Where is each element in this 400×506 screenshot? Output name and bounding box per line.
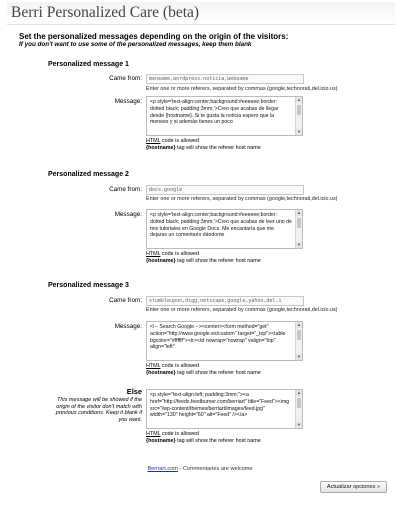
textarea-scrollbar[interactable]: [295, 97, 302, 135]
section-title-3: Personalized message 3: [48, 282, 129, 289]
came-from-input-3[interactable]: stumbleupon,digg,netscape,google,yahoo,del.i: [146, 296, 304, 306]
scroll-up-arrow-icon[interactable]: ▲: [297, 390, 301, 395]
section-title-1: Personalized message 1: [48, 61, 129, 68]
came-from-label-1: Came from:: [109, 75, 142, 82]
html-abbr: HTML: [146, 251, 161, 257]
scroll-down-arrow-icon[interactable]: ▼: [297, 129, 301, 134]
message-textarea-1-content: <p style='text-align:center;background:#eeeeee;border: dotted black; padding:3mm;'>Creo que acabas de llegar desde {hostname}. Si te gusta la noticia espero que la menees y si además tienes un poco: [150, 99, 281, 126]
scroll-up-arrow-icon[interactable]: ▲: [297, 210, 301, 215]
hostname-tag: {hostname}: [146, 370, 176, 376]
came-from-label-3: Came from:: [109, 297, 142, 304]
html-allowed-text: code is allowed: [160, 363, 199, 369]
scroll-up-arrow-icon[interactable]: ▲: [297, 322, 301, 327]
hostname-tag: {hostname}: [146, 258, 176, 264]
else-message-textarea[interactable]: [146, 389, 303, 429]
hostname-note-text: tag will show the referer host name: [175, 258, 261, 264]
scroll-thumb[interactable]: [297, 218, 301, 228]
scroll-down-arrow-icon[interactable]: ▼: [297, 422, 301, 427]
hostname-note-else: [146, 438, 261, 445]
textarea-scrollbar[interactable]: [295, 210, 302, 248]
html-abbr: HTML: [146, 363, 161, 369]
scroll-thumb[interactable]: [297, 330, 301, 340]
html-allowed-note-1: [146, 138, 199, 145]
else-help-text: This message will be showed if the origin of the visitor don't match with previous conditions. Keep it blank if you want.: [55, 397, 142, 423]
message-textarea-3-content: <!-- Search Google --><center><form method="get" action="http://www.google.es/custom" target="_top"><table bgcolor="#ffffff"><tr><td nowrap="nowrap" valign="top" align="left": [150, 324, 287, 351]
html-abbr: HTML: [146, 431, 161, 437]
footer: [0, 466, 400, 472]
scroll-down-arrow-icon[interactable]: ▼: [297, 354, 301, 359]
html-abbr: HTML: [146, 138, 161, 144]
message-textarea-2-content: <p style='text-align:center;background:#eeeeee;border: dotted black; padding:3mm;'>Creo que acabas de leer uno de mis tutoriales en Google Docs. Me encantaría que me dejaras un comentario dándome: [150, 212, 294, 239]
html-allowed-note-3: [146, 363, 199, 370]
footer-text: - Commentaries are welcome: [177, 466, 253, 472]
scroll-up-arrow-icon[interactable]: ▲: [297, 97, 301, 102]
section-title-2: Personalized message 2: [48, 171, 129, 178]
hostname-note-text: tag will show the referer host name: [175, 438, 261, 444]
message-label-2: Message:: [114, 211, 142, 218]
else-title: Else: [126, 387, 142, 396]
html-allowed-text: code is allowed: [160, 251, 199, 257]
referers-hint-2: Enter one or more referers, separated by commas (google,technorati,del.icio.us): [146, 196, 338, 202]
message-textarea-2[interactable]: [146, 209, 303, 249]
came-from-label-2: Came from:: [109, 186, 142, 193]
message-label-3: Message:: [114, 323, 142, 330]
html-allowed-text: code is allowed: [160, 138, 199, 144]
message-textarea-1[interactable]: [146, 96, 303, 136]
textarea-scrollbar[interactable]: [295, 322, 302, 360]
html-allowed-text: code is allowed: [160, 431, 199, 437]
html-allowed-note-2: [146, 251, 199, 258]
referers-hint-1: Enter one or more referers, separated by commas (google,technorati,del.icio.us): [146, 86, 338, 92]
came-from-input-1[interactable]: meneame,wordpress.noticia,webeame: [146, 74, 304, 84]
textarea-scrollbar[interactable]: [295, 390, 302, 428]
referers-hint-3: Enter one or more referers, separated by commas (google,technorati,del.icio.us): [146, 307, 338, 313]
message-label-1: Message:: [114, 98, 142, 105]
update-options-button[interactable]: Actualizar opciones »: [320, 481, 387, 493]
scroll-down-arrow-icon[interactable]: ▼: [297, 242, 301, 247]
hostname-note-text: tag will show the referer host name: [175, 370, 261, 376]
hostname-note-text: tag will show the referer host name: [175, 145, 261, 151]
message-textarea-3[interactable]: [146, 321, 303, 361]
hostname-tag: {hostname}: [146, 145, 176, 151]
hostname-tag: {hostname}: [146, 438, 176, 444]
page-title: Berri Personalized Care (beta): [7, 2, 395, 25]
else-message-textarea-content: <p style="text-align:left; padding:3mm;"><a href="http://feeds.feedburner.com/berriart" title="Feed"><img src="/wp-content/themes/berriart/images/feed.jpg" width="130" height="60" alt="Feed" /></a>: [150, 392, 291, 419]
hostname-note-1: [146, 145, 261, 152]
hostname-note-2: [146, 258, 261, 265]
scroll-thumb[interactable]: [297, 398, 301, 408]
hostname-note-3: [146, 370, 261, 377]
page-heading: Set the personalized messages depending on the origin of the visitors:: [19, 32, 289, 41]
html-allowed-note-else: [146, 431, 199, 438]
page-subheading: If you don't want to use some of the personalized messages, keep them blank: [19, 41, 252, 48]
scroll-thumb[interactable]: [297, 105, 301, 115]
footer-link-berriart[interactable]: Berriart.com: [147, 466, 178, 472]
came-from-input-2[interactable]: docs.google: [146, 185, 304, 195]
